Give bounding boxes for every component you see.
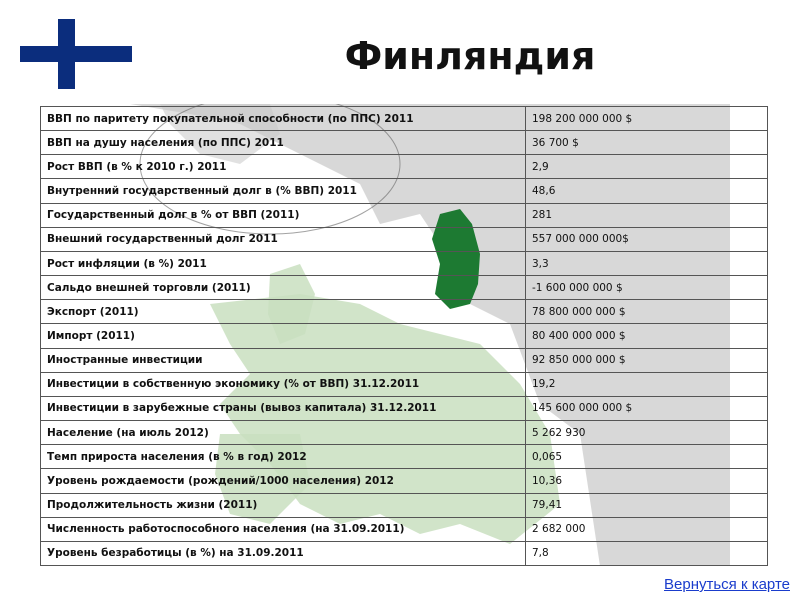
indicator-value: 2 682 000: [526, 517, 768, 541]
indicator-value: 79,41: [526, 493, 768, 517]
indicator-value: 78 800 000 000 $: [526, 300, 768, 324]
table-row: [41, 300, 768, 324]
indicator-value: 557 000 000 000$: [526, 227, 768, 251]
indicator-label: Экспорт (2011): [41, 300, 526, 324]
table-row: [41, 517, 768, 541]
indicator-value: 2,9: [526, 155, 768, 179]
indicator-label: Темп прироста населения (в % в год) 2012: [41, 445, 526, 469]
indicator-label: Внешний государственный долг 2011: [41, 227, 526, 251]
table-row: [41, 372, 768, 396]
table-row: [41, 493, 768, 517]
table-row: [41, 469, 768, 493]
indicator-value: 19,2: [526, 372, 768, 396]
indicator-value: 3,3: [526, 251, 768, 275]
finland-flag-icon: [20, 19, 132, 89]
indicator-label: Рост инфляции (в %) 2011: [41, 251, 526, 275]
table-row: [41, 227, 768, 251]
table-row: [41, 107, 768, 131]
indicator-value: 0,065: [526, 445, 768, 469]
indicator-label: Уровень безработицы (в %) на 31.09.2011: [41, 541, 526, 565]
indicator-label: Продолжительность жизни (2011): [41, 493, 526, 517]
table-row: [41, 251, 768, 275]
indicator-value: 5 262 930: [526, 421, 768, 445]
table-row: [41, 541, 768, 565]
indicator-value: 80 400 000 000 $: [526, 324, 768, 348]
indicator-value: 92 850 000 000 $: [526, 348, 768, 372]
indicator-label: Государственный долг в % от ВВП (2011): [41, 203, 526, 227]
indicator-label: Численность работоспособного населения (на 31.09.2011): [41, 517, 526, 541]
indicator-label: ВВП на душу населения (по ППС) 2011: [41, 131, 526, 155]
table-row: [41, 445, 768, 469]
indicator-value: 145 600 000 000 $: [526, 396, 768, 420]
table-row: [41, 131, 768, 155]
indicator-label: Уровень рождаемости (рождений/1000 населения) 2012: [41, 469, 526, 493]
page-title: Финляндия: [344, 34, 596, 78]
indicator-label: ВВП по паритету покупательной способности (по ППС) 2011: [41, 107, 526, 131]
table-row: [41, 203, 768, 227]
back-to-map-link[interactable]: Вернуться к карте: [664, 576, 790, 593]
indicator-label: Инвестиции в собственную экономику (% от ВВП) 31.12.2011: [41, 372, 526, 396]
indicator-label: Сальдо внешней торговли (2011): [41, 276, 526, 300]
indicator-label: Внутренний государственный долг в (% ВВП) 2011: [41, 179, 526, 203]
table-row: [41, 396, 768, 420]
indicator-label: Импорт (2011): [41, 324, 526, 348]
table-row: [41, 348, 768, 372]
indicator-value: -1 600 000 000 $: [526, 276, 768, 300]
indicator-value: 10,36: [526, 469, 768, 493]
table-row: [41, 155, 768, 179]
table-row: [41, 179, 768, 203]
table-row: [41, 324, 768, 348]
indicator-value: 198 200 000 000 $: [526, 107, 768, 131]
table-row: [41, 276, 768, 300]
table-row: [41, 421, 768, 445]
indicator-label: Иностранные инвестиции: [41, 348, 526, 372]
country-indicators-table: [40, 106, 768, 566]
indicator-value: 48,6: [526, 179, 768, 203]
indicator-value: 7,8: [526, 541, 768, 565]
indicator-value: 281: [526, 203, 768, 227]
indicator-label: Население (на июль 2012): [41, 421, 526, 445]
indicator-value: 36 700 $: [526, 131, 768, 155]
indicator-label: Рост ВВП (в % к 2010 г.) 2011: [41, 155, 526, 179]
indicator-label: Инвестиции в зарубежные страны (вывоз капитала) 31.12.2011: [41, 396, 526, 420]
